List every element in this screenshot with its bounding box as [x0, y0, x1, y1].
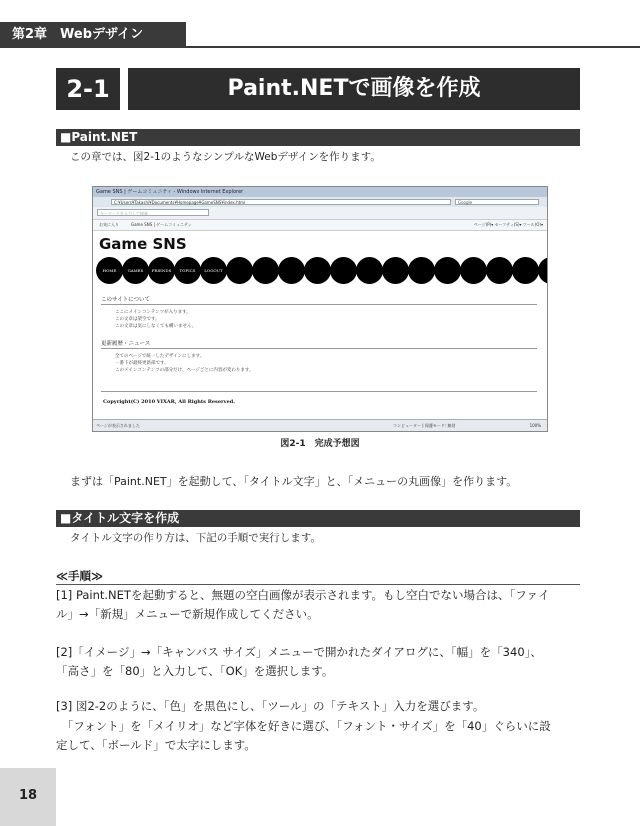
status-zone: コンピューター | 保護モード: 無効: [393, 423, 456, 428]
menu-circle-blank: [512, 257, 539, 284]
about-item: この文章は架空です。: [115, 317, 160, 322]
status-bar: [93, 419, 547, 432]
chapter-header: 第2章 Webデザイン: [0, 22, 186, 48]
news-item: 全てのページで統一したデザインにします。: [115, 354, 205, 359]
sub2-text: タイトル文字の作り方は、下記の手順で実行します。: [70, 532, 321, 544]
menu-circle-topics: TOPICS: [174, 257, 201, 284]
address-field: C:¥Users¥Takashi¥Documents¥Homepage¥GameSNS¥index.html: [111, 199, 451, 205]
chapter-header-rule: [186, 46, 640, 48]
page-number: 18: [18, 788, 38, 803]
step-line: 「フォント」を「メイリオ」など字体を好きに選び、「フォント・サイズ」を「40」ぐらいに設: [56, 719, 551, 733]
menu-circle-logout: LOGOUT: [200, 257, 227, 284]
footer-rule: [101, 391, 537, 392]
about-item: ここにメインコンテンツが入ります。: [115, 310, 191, 315]
news-item: 一番下が最終更新部です。: [115, 361, 169, 366]
menu-circle-blank: [434, 257, 461, 284]
favorites-label: お気に入り: [99, 222, 119, 227]
menu-circles: [96, 257, 548, 285]
menu-circle-home: HOME: [96, 257, 123, 284]
menu-circle-blank: [460, 257, 487, 284]
status-left: ページが表示されました: [96, 423, 140, 428]
google-search-field: キーワードを入力して検索: [97, 209, 209, 216]
about-item: この文章は気にしなくても構いません。: [115, 324, 197, 329]
figure-screenshot: [92, 186, 548, 432]
menu-circle-blank: [278, 257, 305, 284]
zoom-level: 100%: [529, 423, 541, 428]
subheading-title-text: ■タイトル文字を作成: [56, 510, 580, 527]
step-line: ル」→「新規」メニューで新規作成してください。: [56, 607, 319, 621]
figure-caption: 図2-1 完成予想図: [280, 439, 360, 449]
steps-heading: ≪手順≫: [56, 569, 104, 583]
menu-circle-blank: [486, 257, 513, 284]
menu-circle-blank: [538, 257, 548, 284]
menu-circle-friends: FRIENDS: [148, 257, 175, 284]
copyright-text: Copyright(C) 2010 VIXAR, All Rights Reserved.: [103, 399, 235, 405]
news-item: このメインコンテンツの部分だけ、ページごとに内容が変わります。: [115, 368, 254, 373]
menu-circle-blank: [356, 257, 383, 284]
news-heading: 更新履歴・ニュース: [101, 341, 151, 347]
step-line: [2]「イメージ」→「キャンバス サイズ」メニューで開かれたダイアログに、「幅」を「340」、: [56, 645, 542, 659]
section-title: Paint.NETで画像を作成: [128, 68, 580, 110]
step-line: 定して、「ボールド」で太字にします。: [56, 738, 256, 752]
steps-rule: [56, 584, 580, 585]
menu-circle-blank: [408, 257, 435, 284]
site-title: Game SNS: [99, 235, 187, 253]
browser-tab: Game SNS | ゲームコミュニティ: [131, 222, 192, 227]
step-line: [1] Paint.NETを起動すると、無題の空白画像が表示されます。もし空白でない場合は、「ファイ: [56, 588, 550, 602]
subheading-paintnet: ■Paint.NET: [56, 129, 580, 146]
about-heading: このサイトについて: [101, 297, 151, 303]
tab-tools: ページ(P)▾ セーフティ(S)▾ ツール(O)▾: [473, 222, 543, 227]
step-line: [3] 図2-2のように、「色」を黒色にし、「ツール」の「テキスト」入力を選びます。: [56, 699, 485, 713]
menu-circle-games: GAMES: [122, 257, 149, 284]
browser-search-field: Google: [455, 199, 539, 205]
intro-text-2: まずは「Paint.NET」を起動して、「タイトル文字」と、「メニューの丸画像」を作ります。: [70, 475, 518, 488]
menu-circle-blank: [304, 257, 331, 284]
section-number: 2-1: [56, 68, 120, 110]
about-rule: [101, 304, 537, 305]
news-rule: [101, 348, 537, 349]
menu-circle-blank: [226, 257, 253, 284]
browser-titlebar: Game SNS | ゲームコミュニティ - Windows Internet Explorer: [93, 187, 547, 197]
menu-circle-blank: [252, 257, 279, 284]
menu-circle-blank: [382, 257, 409, 284]
step-line: 「高さ」を「80」と入力して、「OK」を選択します。: [56, 664, 334, 678]
menu-circle-blank: [330, 257, 357, 284]
intro-text: この章では、図2-1のようなシンプルなWebデザインを作ります。: [70, 151, 381, 163]
